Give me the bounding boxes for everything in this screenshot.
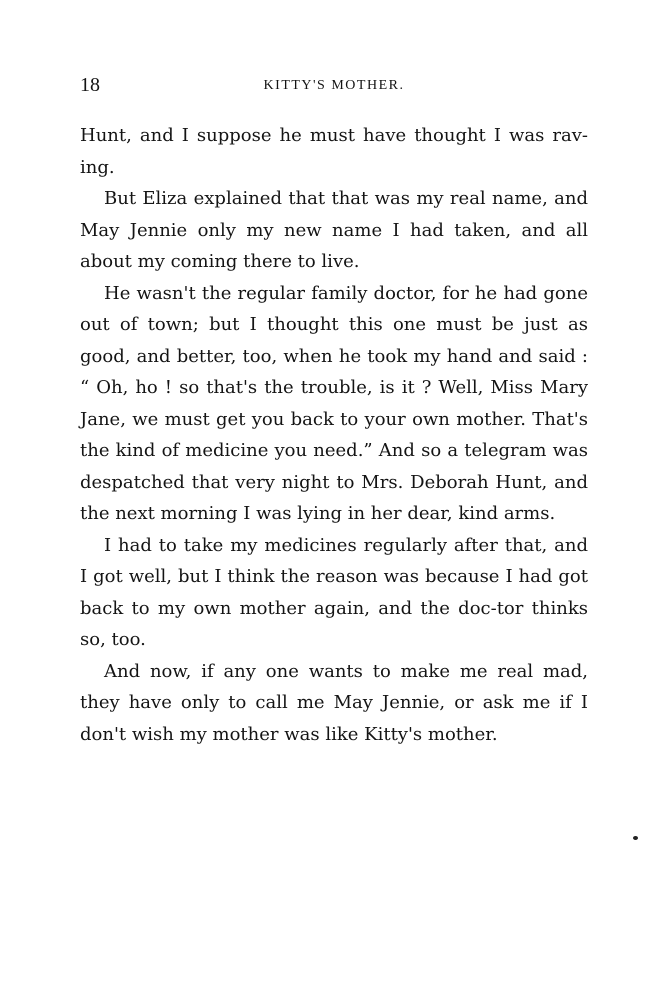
ink-speck: [633, 836, 638, 840]
paragraph: And now, if any one wants to make me real mad, they have only to call me May Jennie, or ask me if I don't wish my mother was like Kitty's mother.: [80, 660, 588, 745]
body-text: [80, 120, 588, 750]
running-head: [80, 74, 588, 104]
running-title: KITTY'S MOTHER.: [263, 78, 405, 93]
paragraph: Hunt, and I suppose he must have thought I was rav-ing.: [80, 125, 588, 178]
paragraph: He wasn't the regular family doctor, for he had gone out of town; but I thought this one must be just as good, and better, too, when he took my hand and said : “ Oh, ho ! so that's the trouble, is it ? Well, Miss Mary Jane, we must get you back to your own mother. That's the kind of medicine you need.” And so a telegram was despatched that very night to Mrs. Deborah Hunt, and the next morning I was lying in her dear, kind arms.: [80, 282, 588, 524]
paragraph: I had to take my medicines regularly after that, and I got well, but I think the reason was because I had got back to my own mother again, and the doc-tor thinks so, too.: [80, 534, 588, 650]
page-number: 18: [80, 74, 100, 96]
paragraph: But Eliza explained that that was my real name, and May Jennie only my new name I had taken, and all about my coming there to live.: [80, 188, 588, 272]
